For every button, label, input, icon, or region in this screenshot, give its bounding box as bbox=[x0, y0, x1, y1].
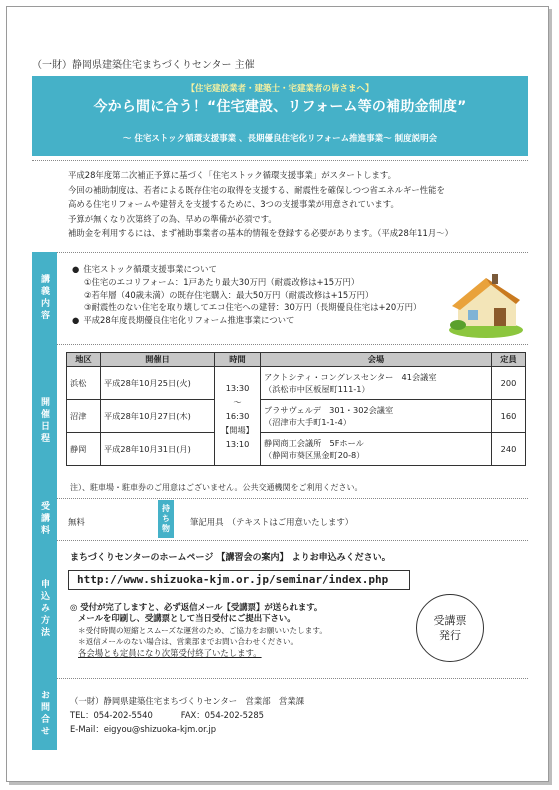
audience-tag: 【住宅建設業者・建築士・宅建業者の皆さまへ】 bbox=[186, 84, 374, 94]
section-label-lecture: 講義内容 bbox=[32, 252, 57, 344]
area-cell: 沼津 bbox=[67, 400, 101, 433]
date-cell: 平成28年10月31日(月) bbox=[101, 433, 215, 466]
lecture-subitem: ①住宅のエコリフォーム：1戸あたり最大30万円（耐震改修は+15万円） bbox=[84, 276, 360, 287]
contact-fax: FAX：054-202-5285 bbox=[180, 710, 264, 720]
time-separator: ～ bbox=[233, 397, 242, 407]
divider bbox=[32, 160, 528, 161]
column-header: 開催日 bbox=[101, 353, 215, 367]
apply-heading: まちづくりセンターのホームページ 【講習会の案内】 よりお申込みください。 bbox=[70, 553, 391, 563]
bring-items: 筆記用具 （テキストはご用意いたします） bbox=[190, 517, 354, 527]
apply-deadline-note: 各会場とも定員になり次第受付終了いたします。 bbox=[78, 647, 262, 658]
ticket-issue-stamp bbox=[416, 594, 484, 662]
start-time: 13:30 bbox=[225, 383, 250, 393]
stamp-line: 受講票 bbox=[433, 614, 467, 627]
end-time: 16:30 bbox=[225, 411, 250, 421]
date-cell: 平成28年10月25日(火) bbox=[101, 367, 215, 400]
page-title: 今から間に合う！“住宅建設、リフォーム等の補助金制度” bbox=[93, 99, 467, 115]
bullet-icon: ◎ bbox=[70, 602, 81, 612]
house-illustration-icon bbox=[446, 270, 524, 338]
intro-line: 高める住宅リフォームや建替えを支援するために、3つの支援事業が用意されています。 bbox=[68, 199, 399, 209]
section-label-schedule: 開催日程 bbox=[32, 344, 57, 498]
open-label: 【開場】 bbox=[221, 425, 254, 435]
capacity-cell: 240 bbox=[492, 433, 526, 466]
lecture-item: 平成28年度長期優良住宅化リフォーム推進事業について bbox=[83, 315, 295, 326]
section-label-contact: お問合せ bbox=[32, 678, 57, 750]
contact-email[interactable]: E-Mail：eigyou@shizuoka-kjm.or.jp bbox=[70, 724, 217, 734]
date-cell: 平成28年10月27日(木) bbox=[101, 400, 215, 433]
section-label-fee: 受講料 bbox=[32, 498, 57, 540]
column-header: 時間 bbox=[215, 353, 261, 367]
capacity-cell: 160 bbox=[492, 400, 526, 433]
intro-line: 平成28年度第二次補正予算に基づく「住宅ストック循環支援事業」がスタートします。 bbox=[68, 170, 396, 180]
bullet-icon: ● bbox=[72, 264, 80, 274]
intro-line: 予算が無くなり次第終了の為、早めの準備が必須です。 bbox=[68, 213, 277, 224]
intro-text bbox=[68, 168, 523, 241]
divider bbox=[32, 344, 528, 345]
section-label-bring: 持ち物 bbox=[158, 500, 174, 538]
venue-cell bbox=[261, 367, 492, 400]
parking-note: 注）、駐車場・駐車券のご用意はございません。公共交通機関をご利用ください。 bbox=[70, 483, 363, 492]
apply-line: 受付が完了しますと、必ず返信メール【受講票】が送られます。 bbox=[80, 602, 323, 612]
venue-cell bbox=[261, 433, 492, 466]
apply-line: メールを印刷し、受講票として当日受付にご提出下さい。 bbox=[78, 613, 296, 624]
time-cell bbox=[215, 367, 261, 466]
venue-cell bbox=[261, 400, 492, 433]
column-header: 定員 bbox=[492, 353, 526, 367]
table-row bbox=[67, 367, 526, 400]
lecture-content bbox=[72, 263, 421, 327]
title-banner bbox=[32, 76, 528, 156]
venue-address: （浜松市中区板屋町111-1） bbox=[264, 384, 370, 394]
area-cell: 静岡 bbox=[67, 433, 101, 466]
intro-line: 補助金を利用するには、まず補助事業者の基本的情報を登録する必要があります。（平成28年11月～） bbox=[68, 228, 453, 238]
lecture-subitem: ③耐震性のない住宅を取り壊してエコ住宅への建替：30万円（長期優良住宅は+20万円） bbox=[84, 302, 422, 313]
bullet-icon: ● bbox=[72, 315, 80, 326]
contact-tel: TEL：054-202-5540 bbox=[70, 710, 153, 720]
divider bbox=[32, 540, 528, 541]
venue-name: 静岡商工会議所 5Fホール bbox=[264, 438, 364, 448]
schedule-table bbox=[66, 352, 526, 466]
page-subtitle: ～ 住宅ストック循環支援事業 、長期優良住宅化リフォーム推進事業～ 制度説明会 bbox=[122, 134, 438, 144]
venue-address: （静岡市葵区黒金町20-8） bbox=[264, 450, 365, 460]
intro-line: 今回の補助制度は、若者による既存住宅の取得を支援する、耐震性を確保しつつ省エネルギー性能を bbox=[68, 184, 445, 195]
table-row bbox=[67, 433, 526, 466]
area-cell: 浜松 bbox=[67, 367, 101, 400]
contact-org: （一財）静岡県建築住宅まちづくりセンター 営業部 営業課 bbox=[70, 696, 305, 706]
venue-name: アクトシティ・コングレスセンター 41会議室 bbox=[264, 372, 437, 382]
contact-info bbox=[70, 694, 304, 736]
table-row bbox=[67, 400, 526, 433]
capacity-cell: 200 bbox=[492, 367, 526, 400]
column-header: 会場 bbox=[261, 353, 492, 367]
apply-note: ＊受付時間の短縮とスムーズな運営のため、ご協力をお願いいたします。 bbox=[78, 625, 327, 635]
column-header: 地区 bbox=[67, 353, 101, 367]
organizer-text: （一財）静岡県建築住宅まちづくりセンター 主催 bbox=[32, 60, 255, 71]
lecture-item: 住宅ストック循環支援事業について bbox=[83, 264, 217, 274]
fee-value: 無料 bbox=[68, 517, 85, 527]
divider bbox=[32, 252, 528, 253]
section-label-apply: 申込み方法 bbox=[32, 540, 57, 678]
lecture-subitem: ②若年層（40歳未満）の既存住宅購入：最大50万円（耐震改修は+15万円） bbox=[84, 289, 374, 300]
apply-instructions bbox=[70, 602, 327, 659]
divider bbox=[32, 678, 528, 679]
table-header-row bbox=[67, 353, 526, 367]
venue-address: （沼津市大手町1-1-4） bbox=[264, 417, 352, 427]
apply-url-link[interactable]: http://www.shizuoka-kjm.or.jp/seminar/index.php bbox=[68, 570, 410, 590]
stamp-line: 発行 bbox=[439, 629, 461, 642]
apply-note: ＊返信メールのない場合は、営業部までお問い合わせください。 bbox=[78, 637, 299, 647]
divider bbox=[32, 498, 528, 499]
open-time: 13:10 bbox=[225, 439, 250, 449]
venue-name: プラサヴェルデ 301・302会議室 bbox=[264, 405, 394, 415]
